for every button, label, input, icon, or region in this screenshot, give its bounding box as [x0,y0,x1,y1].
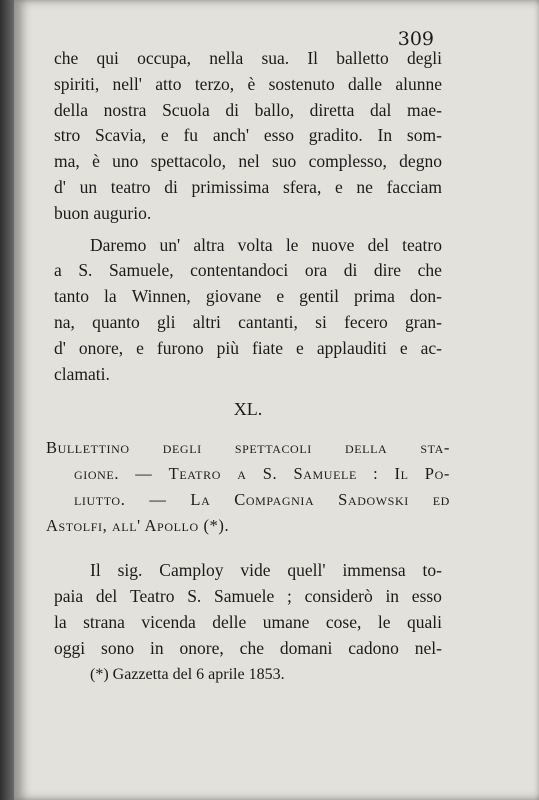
page-number: 309 [397,28,434,50]
paragraph-3 [54,558,442,661]
section-number: XL. [233,399,263,420]
text-line: na, quanto gli altri cantanti, si fecero gran- [54,311,442,332]
text-line: stro Scavia, e fu anch' esso gradito. In som- [54,125,442,146]
text-line: buon augurio. [54,202,152,223]
text-line: d' un teatro di primissima sfera, e ne facciam [54,176,442,197]
paragraph-1 [54,46,442,227]
heading-line: gione. — Teatro a S. Samuele : Il Po- [74,463,450,483]
paragraph-gap [54,538,442,558]
text-line: ma, è uno spettacolo, nel suo complesso, degno [54,151,442,172]
text-line: Il sig. Camploy vide quell' immensa to- [90,560,442,581]
text-line: tanto la Winnen, giovane e gentil prima don- [54,286,442,307]
text-line: clamati. [54,363,110,384]
text-line: la strana vicenda delle umane cose, le quali [54,611,442,632]
text-line: oggi sono in onore, che domani cadono nel- [54,637,442,658]
book-gutter-shadow [0,0,14,800]
heading-line: Astolfi, all' Apollo (*). [46,515,230,535]
text-line: paia del Teatro S. Samuele ; considerò in esso [54,586,442,607]
heading-line: Bullettino degli spettacoli della sta- [46,438,450,458]
book-page [14,0,539,800]
text-line: della nostra Scuola di ballo, diretta dal mae- [54,99,442,120]
section-heading [46,435,450,538]
text-line: spiriti, nell' atto terzo, è sostenuto dalle alunne [54,73,442,94]
text-line: d' onore, e furono più fiate e applauditi e ac- [54,337,442,358]
text-line: Daremo un' altra volta le nuove del teatro [90,234,442,255]
text-line: a S. Samuele, contentandoci ora di dire che [54,260,442,281]
paragraph-2 [54,233,442,388]
text-line: che qui occupa, nella sua. Il balletto degli [54,48,442,68]
page-body [46,46,450,662]
footnote: (*) Gazzetta del 6 aprile 1853. [90,666,285,683]
heading-line: liutto. — La Compagnia Sadowski ed [74,489,450,509]
